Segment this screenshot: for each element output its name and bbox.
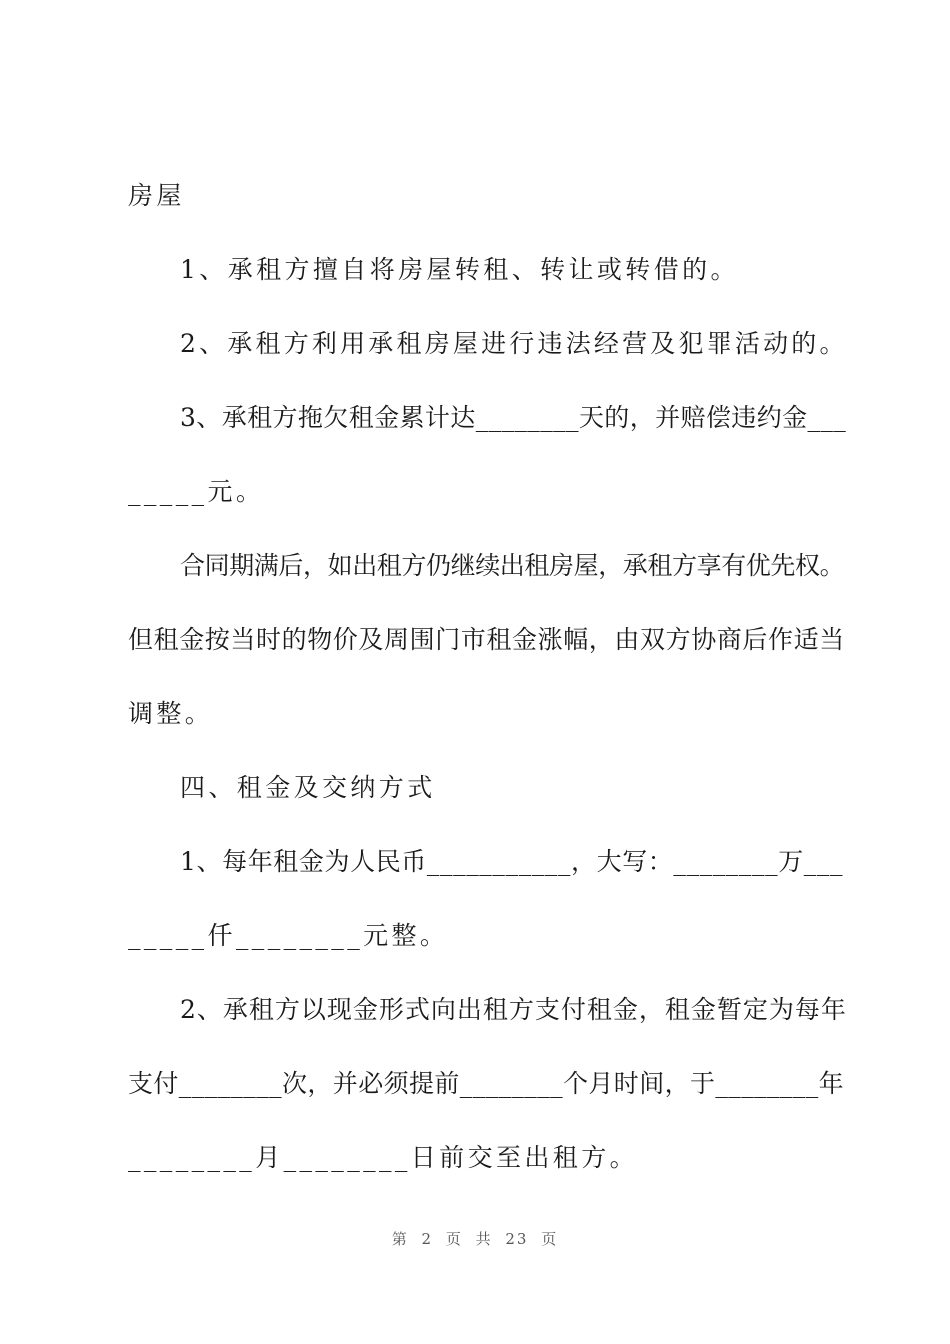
- paragraph-line: 调整。: [128, 699, 214, 728]
- paragraph-line: 支付________次，并必须提前________个月时间，于________年: [128, 1069, 845, 1098]
- paragraph-line: 但租金按当时的物价及周围门市租金涨幅，由双方协商后作适当: [128, 625, 845, 654]
- paragraph-line: 3、承租方拖欠租金累计达________天的，并赔偿违约金___: [180, 403, 847, 432]
- paragraph-line: 2、承租方利用承租房屋进行违法经营及犯罪活动的。: [180, 329, 848, 358]
- paragraph-line: 1、每年租金为人民币___________，大写：________万___: [180, 847, 844, 876]
- paragraph-line: 合同期满后，如出租方仍继续出租房屋，承租方享有优先权。: [180, 551, 845, 580]
- section-heading: 四、租金及交纳方式: [180, 773, 436, 802]
- paragraph-line: ________月________日前交至出租方。: [128, 1143, 639, 1172]
- paragraph-line: _____元。: [128, 477, 265, 506]
- paragraph-line: 1、承租方擅自将房屋转租、转让或转借的。: [180, 255, 739, 284]
- paragraph-line: 2、承租方以现金形式向出租方支付租金，租金暂定为每年: [180, 995, 847, 1024]
- paragraph-line: _____仟________元整。: [128, 921, 449, 950]
- paragraph-line: 房屋: [128, 181, 185, 210]
- page-number-footer: 第 2 页 共 23 页: [391, 1230, 559, 1248]
